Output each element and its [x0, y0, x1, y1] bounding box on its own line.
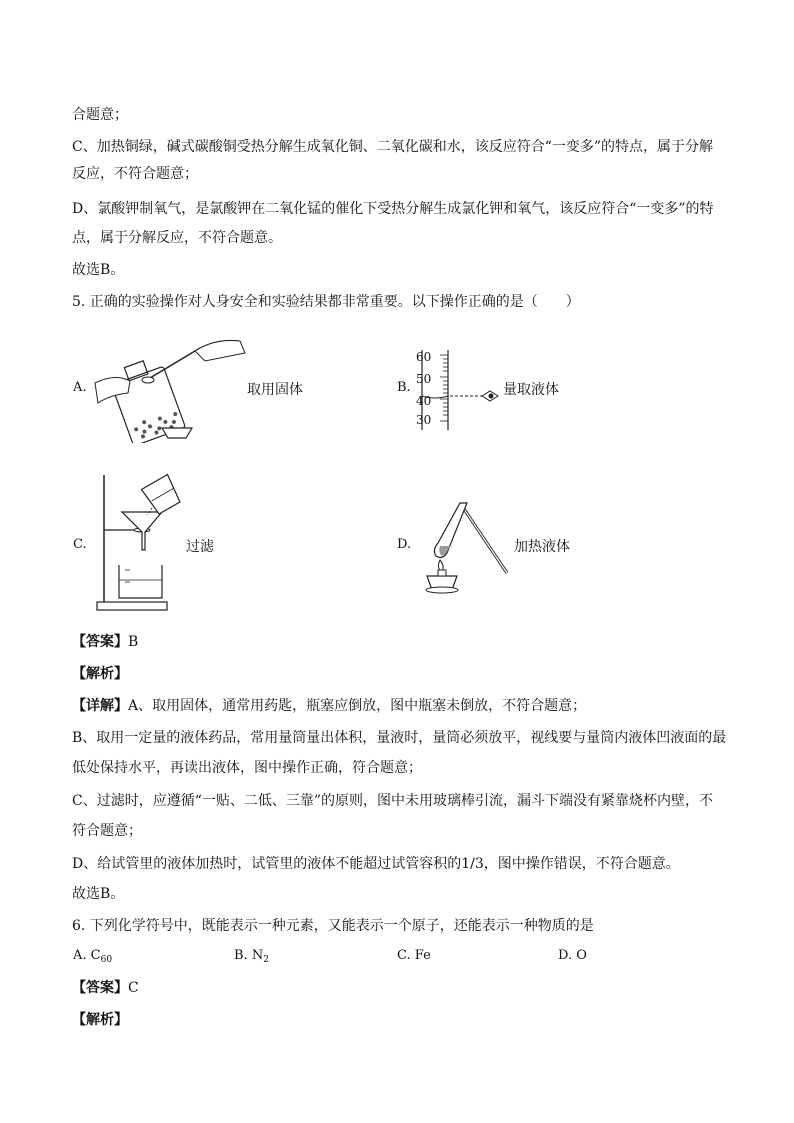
filtration-illustration — [92, 470, 192, 615]
q5-detail-c-line-2: 符合题意； — [72, 823, 142, 839]
q5-detail-c-line-1: C、过滤时，应遵循“一贴、二低、三靠”的原则，图中未用玻璃棒引流，漏斗下端没有紧靠烧杯内壁，不 — [72, 793, 714, 809]
detail-a-text: A、取用固体，通常用药匙，瓶塞应倒放，图中瓶塞未倒放，不符合题意； — [128, 698, 587, 714]
q6-option-c-formula: Fe — [414, 948, 431, 963]
q6-answer-tag: 【答案】 — [72, 980, 128, 996]
option-b-caption: 量取液体 — [503, 382, 559, 398]
prev-answer-option-d-line-1: D、氯酸钾制氧气，是氯酸钾在二氧化锰的催化下受热分解生成氯化钾和氧气，该反应符合“一变多”的特 — [72, 201, 714, 217]
q6-option-c — [397, 948, 431, 963]
q6-option-d-letter: D. — [558, 948, 573, 963]
prev-answer-option-d-line-2: 点，属于分解反应，不符合题意。 — [72, 230, 282, 246]
q5-detail-b-line-2: 低处保持水平，再读出液体，图中操作正确，符合题意； — [72, 760, 422, 776]
q6-analysis-tag: 【解析】 — [72, 1012, 128, 1028]
q6-answer-value: C — [128, 980, 139, 996]
option-d-letter: D. — [397, 537, 412, 552]
q6-option-b-formula: N — [251, 948, 264, 963]
solid-sampling-illustration — [90, 333, 250, 443]
q6-option-d — [558, 948, 587, 963]
option-a-caption: 取用固体 — [247, 382, 303, 398]
q6-answer — [72, 978, 722, 998]
q6-option-b-subscript: 2 — [263, 955, 269, 965]
prev-answer-line-1: 合题意； — [72, 107, 128, 123]
cylinder-tick-50: 50 — [416, 372, 432, 386]
answer-value: B — [128, 634, 139, 650]
detail-tag: 【详解】 — [72, 698, 128, 714]
prev-answer-option-c-line-2: 反应，不符合题意； — [72, 166, 198, 182]
question-6-stem: 6. 下列化学符号中，既能表示一种元素，又能表示一个原子，还能表示一种物质的是 — [72, 918, 594, 934]
q5-analysis-tag: 【解析】 — [72, 666, 128, 682]
prev-answer-option-c-line-1: C、加热铜绿，碱式碳酸铜受热分解生成氧化铜、二氧化碳和水，该反应符合“一变多”的特点，属于分解 — [72, 139, 714, 155]
option-c-letter: C. — [73, 537, 87, 552]
question-5-stem: 5. 正确的实验操作对人身安全和实验结果都非常重要。以下操作正确的是（ ） — [72, 294, 580, 310]
option-a-letter: A. — [73, 380, 87, 395]
option-d-caption: 加热液体 — [514, 539, 570, 555]
q5-answer — [72, 632, 722, 652]
q6-option-a-subscript: 60 — [100, 955, 113, 965]
cylinder-tick-60: 60 — [416, 350, 432, 364]
cylinder-tick-30: 30 — [416, 413, 432, 427]
heating-liquid-illustration — [412, 498, 522, 598]
q6-option-b-letter: B. — [234, 948, 248, 963]
prev-answer-choice: 故选B。 — [72, 262, 125, 278]
cylinder-tick-40: 40 — [416, 394, 432, 408]
option-c-caption: 过滤 — [186, 539, 214, 555]
q5-detail-a — [72, 696, 722, 716]
q5-choice: 故选B。 — [72, 886, 125, 902]
q6-option-a-formula: C — [90, 948, 101, 963]
q6-option-a-letter: A. — [73, 948, 87, 963]
answer-tag: 【答案】 — [72, 634, 128, 650]
q6-option-b — [234, 948, 269, 965]
q6-option-c-letter: C. — [397, 948, 411, 963]
option-b-letter: B. — [397, 380, 411, 395]
q5-detail-b-line-1: B、取用一定量的液体药品，常用量筒量出体积，量液时，量筒必须放平，视线要与量筒内液体凹液面的最 — [72, 730, 727, 746]
q6-option-d-formula: O — [576, 948, 587, 963]
q6-option-a — [73, 948, 112, 965]
q5-detail-d: D、给试管里的液体加热时，试管里的液体不能超过试管容积的1/3，图中操作错误，不符合题意。 — [72, 856, 680, 872]
